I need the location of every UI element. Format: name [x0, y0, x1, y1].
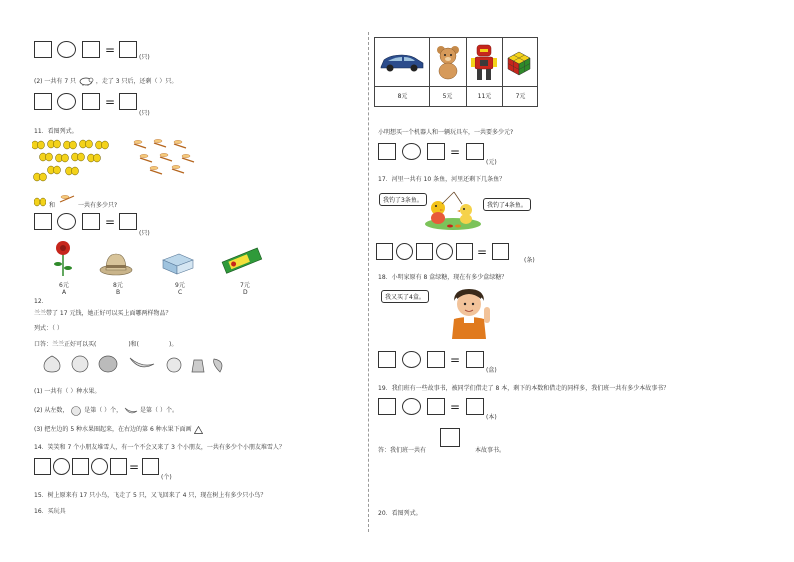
answer-box[interactable] [119, 213, 137, 230]
operator-circle[interactable] [402, 398, 421, 415]
q13-part2-a: (2) 从左数， [34, 407, 69, 414]
answer-box[interactable] [119, 41, 137, 58]
q13-part1: (1) 一共有（ ）种水果。 [34, 388, 101, 395]
table-row-divider [375, 86, 537, 87]
q12-number: 12． [34, 298, 48, 305]
product-price: 6元 [59, 282, 69, 289]
answer-box[interactable] [119, 93, 137, 110]
equals-sign: = [105, 43, 116, 57]
answer-box[interactable] [492, 243, 509, 260]
teddy-bear-icon [435, 44, 461, 80]
boy-illustration [446, 287, 492, 339]
equals-sign: = [477, 245, 488, 259]
operator-circle[interactable] [396, 243, 413, 260]
unit-label: (只) [139, 54, 150, 61]
equals-sign: = [450, 400, 461, 414]
dragonfly-icon [58, 192, 76, 206]
operator-circle[interactable] [57, 41, 76, 58]
table-divider [466, 38, 467, 106]
speech-bubble-left: 我钓了3条鱼。 [379, 193, 427, 206]
unit-label: (本) [486, 414, 497, 421]
equals-sign: = [105, 215, 116, 229]
operator-circle[interactable] [436, 243, 453, 260]
q12-answer [34, 339, 177, 348]
q11-title: 11．看图列式。 [34, 128, 78, 135]
q12-formula: 列式：（ ） [34, 325, 63, 332]
q19-answer-prefix: 答：我们班一共有 [378, 447, 427, 454]
operator-circle[interactable] [91, 458, 108, 475]
banana-icon [130, 358, 154, 367]
q18-text: 18．小明家原有 8 盒绿糖，现在有多少盒绿糖？ [378, 274, 508, 281]
product-letter: B [116, 289, 121, 296]
q20-text: 20．看图列式。 [378, 510, 422, 517]
q19-answer-suffix: 本故事书。 [475, 447, 506, 454]
apple-icon [167, 358, 181, 372]
table-divider [429, 38, 430, 106]
car-icon [378, 50, 426, 74]
answer-box[interactable] [82, 41, 100, 58]
q13-part3 [34, 424, 203, 434]
q10-2-suffix: ，走了 3 只后，还剩（ ）只。 [95, 78, 178, 85]
q12-answer-a: 口答：兰兰正好可以买( [34, 341, 97, 348]
product-letter: C [178, 289, 183, 296]
towel-box-icon [161, 252, 195, 276]
speech-bubble-right: 我钓了4条鱼。 [483, 198, 531, 211]
gum-pack-icon [219, 247, 263, 275]
pineapple-icon [192, 360, 204, 372]
speech-bubble-boy: 我又买了4盒。 [381, 290, 429, 303]
banana-icon [124, 406, 138, 416]
answer-box[interactable] [110, 458, 127, 475]
q13-part3-text: (3) 把左边的 5 种水果圈起来，在右边的第 6 种水果下面画 [34, 426, 192, 433]
equals-sign: = [450, 145, 461, 159]
unit-label: (只) [139, 230, 150, 237]
q14-text: 14．笑笑和 7 个小朋友堆雪人，有一个不会又来了 3 个小朋友，一共有多少个小朋友堆雪人？ [34, 444, 285, 451]
answer-box[interactable] [466, 398, 484, 415]
answer-box[interactable] [72, 458, 89, 475]
peach-icon [72, 356, 88, 372]
answer-box[interactable] [466, 143, 484, 160]
unit-label: (条) [524, 257, 535, 264]
toy-price: 7元 [515, 93, 526, 100]
product-price: 9元 [175, 282, 185, 289]
q16-title: 16．买玩具 [34, 508, 66, 515]
answer-box[interactable] [427, 351, 445, 368]
q16-question: 小明想买一个机器人和一辆玩具车，一共要多少元? [378, 129, 514, 136]
column-divider [368, 32, 369, 532]
robot-icon [471, 43, 497, 81]
q13-part2-c: 是第（ ）个。 [140, 407, 178, 414]
answer-box[interactable] [34, 41, 52, 58]
equals-sign: = [129, 460, 140, 474]
q12-text: 兰兰带了 17 元钱，她正好可以买上面哪两样物品？ [34, 310, 172, 317]
toy-price: 5元 [442, 93, 453, 100]
q17-text: 17．河里一共有 10 条鱼，河里还剩下几条鱼？ [378, 176, 506, 183]
sheep-icon [78, 77, 94, 86]
answer-box[interactable] [416, 243, 433, 260]
operator-circle[interactable] [402, 143, 421, 160]
product-price: 8元 [113, 282, 123, 289]
q13-part2 [34, 405, 178, 416]
operator-circle[interactable] [53, 458, 70, 475]
answer-box[interactable] [34, 458, 51, 475]
answer-box[interactable] [34, 93, 52, 110]
answer-box[interactable] [456, 243, 473, 260]
answer-box[interactable] [82, 213, 100, 230]
peach-icon [70, 406, 82, 416]
answer-box[interactable] [427, 143, 445, 160]
q12-answer-b: )和( [128, 341, 140, 348]
butterfly-icon [34, 197, 46, 207]
unit-label: (元) [486, 159, 497, 166]
answer-box[interactable] [34, 213, 52, 230]
q11-question: 一共有多少只? [78, 202, 118, 209]
equals-sign: = [105, 95, 116, 109]
triangle-icon [194, 426, 203, 434]
pear-icon [44, 356, 60, 372]
answer-box[interactable] [427, 398, 445, 415]
unit-label: (盒) [486, 367, 497, 374]
answer-box[interactable] [378, 398, 396, 415]
answer-box[interactable] [440, 428, 460, 447]
q10-2-text [34, 76, 177, 86]
unit-label: (只) [139, 110, 150, 117]
watermelon-icon [99, 356, 117, 372]
fruits-row-illustration [34, 352, 230, 374]
operator-circle[interactable] [57, 93, 76, 110]
strawberry-icon [214, 359, 222, 372]
rose-icon [52, 240, 74, 276]
product-letter: D [243, 289, 248, 296]
answer-box[interactable] [376, 243, 393, 260]
operator-circle[interactable] [402, 351, 421, 368]
q11-and: 和 [49, 202, 56, 209]
q15-text: 15．树上原来有 17 只小鸟，飞走了 5 只，又飞回来了 4 只，现在树上有多少只小鸟？ [34, 492, 267, 499]
dragonflies-illustration [130, 138, 202, 178]
equals-sign: = [450, 353, 461, 367]
hat-icon [99, 250, 133, 276]
q10-2-prefix: (2) 一共有 7 只 [34, 78, 77, 85]
fishing-animals-illustration [424, 190, 482, 230]
toy-price: 8元 [397, 93, 408, 100]
toy-price-table [374, 37, 538, 107]
q12-answer-c: )。 [169, 341, 178, 348]
q19-text: 19．我们班有一些故事书，被同学们借走了 8 本，剩下的本数和借走的同样多，我们班一共有多少本故事书？ [378, 385, 670, 392]
product-letter: A [62, 289, 67, 296]
answer-box[interactable] [378, 143, 396, 160]
operator-circle[interactable] [57, 213, 76, 230]
unit-label: (个) [161, 474, 172, 481]
answer-box[interactable] [142, 458, 159, 475]
answer-box[interactable] [378, 351, 396, 368]
rubiks-cube-icon [506, 50, 532, 76]
answer-box[interactable] [466, 351, 484, 368]
q13-part2-b: 是第（ ）个， [84, 407, 123, 414]
answer-box[interactable] [82, 93, 100, 110]
butterflies-illustration [32, 139, 112, 185]
product-price: 7元 [240, 282, 250, 289]
table-divider [502, 38, 503, 106]
toy-price: 11元 [477, 93, 492, 100]
